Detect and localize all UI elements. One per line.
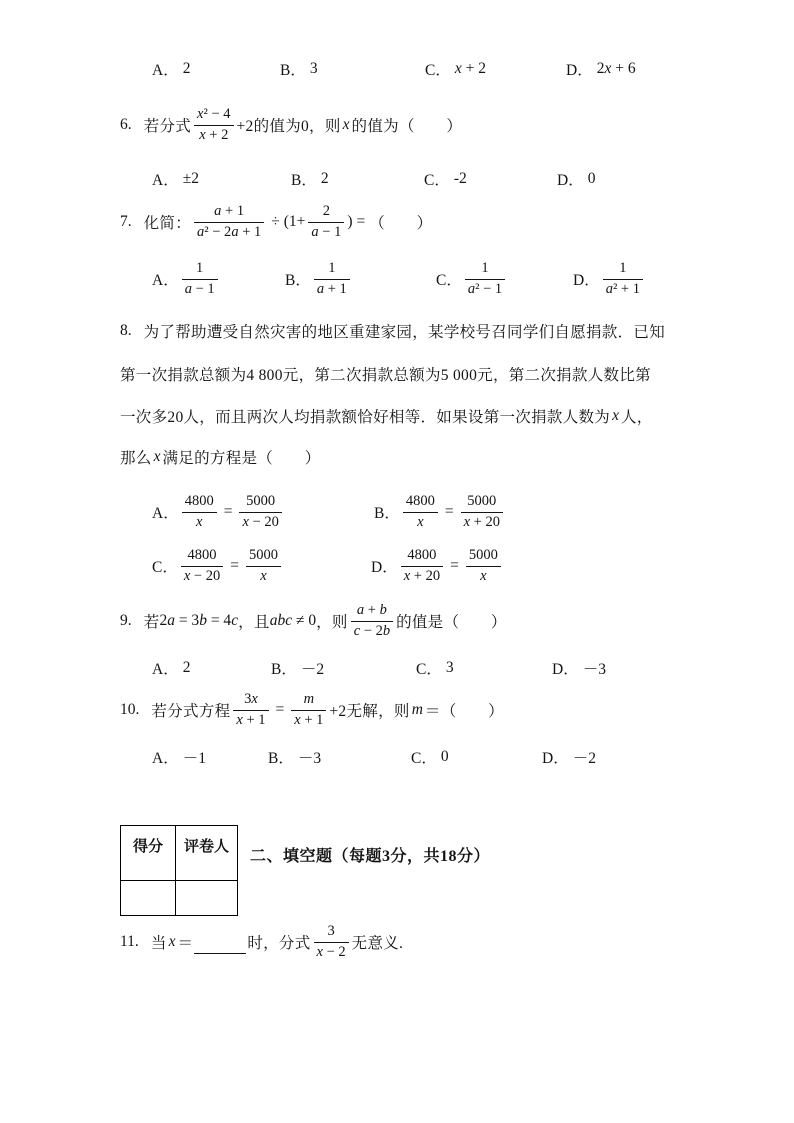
question-text: 满足的方程是（ ） [162,450,321,467]
option-label: C． [411,750,437,767]
fraction [182,260,218,298]
numerator: 3x [244,691,258,708]
option-label: D． [542,750,569,767]
fraction [233,691,268,729]
denominator: a² + 1 [603,279,643,298]
option-value: －2 [572,750,596,767]
question-text: 那么 [120,450,152,467]
math-variable: a [184,280,192,297]
math-variable: x [463,513,471,530]
denominator [246,566,281,585]
q5-option-a [152,44,190,94]
fraction [314,923,349,961]
q5-option-c [425,44,486,94]
question-text: +2的值为0，则 [236,118,341,135]
numerator: 5000 [467,493,497,510]
equals-sign: = [444,503,454,520]
option-label: C． [436,272,462,289]
q8-option-b [374,487,506,537]
denominator: x − 20 [181,566,223,585]
math-variable: x [454,60,462,77]
math-variable: x [236,711,243,728]
question-number: 8. [120,322,132,339]
divide-operator: ÷ [271,213,280,230]
variable: x [153,448,161,465]
math-variable: m [303,691,315,708]
fraction [603,260,643,298]
option-value: 3 [445,659,454,676]
question-text: 时，分式 [247,935,311,952]
question-11 [120,917,403,967]
question-text: 无意义. [351,935,404,952]
math-variable: x [316,943,323,960]
math-variable: a [214,203,222,220]
numerator: 5000 [248,547,278,564]
denominator: x + 1 [233,710,268,729]
equals-sign: = [230,557,239,574]
option-value: x + 2 [454,60,486,77]
option-value: 0 [587,170,596,187]
equals-sign: = [223,503,233,520]
question-text: 当 [150,935,167,952]
answer-blank [194,937,246,954]
math-variable: x [183,567,191,584]
math-variable: x [403,567,411,584]
q10-option-a [152,732,206,782]
option-label: A． [152,62,179,79]
math-variable: x [197,106,204,123]
math-variable: x [417,513,424,530]
question-text: ＝（ ） [424,703,504,720]
q7-option-a [152,254,221,304]
math-variable: x [604,60,612,77]
question-text: 若分式 [143,118,192,135]
option-value: 2 [182,60,191,77]
numerator: 1 [196,260,204,277]
math-variable: b [199,612,207,629]
option-value: 3 [309,60,318,77]
denominator [403,512,438,531]
option-label: D． [552,661,579,678]
question-number: 6. [120,116,132,133]
q9-option-d [552,643,606,693]
math-variable: a [231,223,239,240]
math-variable: a [311,223,319,240]
option-label: B． [268,750,294,767]
fraction [182,493,217,531]
equals-sign: = [356,213,366,230]
question-text: 人， [621,409,653,426]
math-variable: b [382,622,391,639]
math-variable: b [379,602,387,619]
option-label: D． [371,559,398,576]
q10-option-b [268,732,321,782]
numerator: 4800 [184,493,214,510]
fraction [401,547,443,585]
q7-option-b [285,254,353,304]
option-value: 2x + 6 [596,60,636,77]
question-text: 化简： [143,215,192,232]
math-variable: x [294,711,301,728]
denominator: a − 1 [182,279,218,298]
option-label: A． [152,505,179,522]
variable: x [342,116,350,133]
option-label: B． [271,661,297,678]
option-value: 2 [320,170,329,187]
option-label: A． [152,750,179,767]
option-value: ±2 [182,170,199,187]
numerator: 4800 [405,493,435,510]
math-variable: a [467,280,476,297]
question-text: 为了帮助遭受自然灾害的地区重建家园，某学校号召同学们自愿捐款．已知 [143,324,666,341]
q5-option-b [280,44,318,94]
variable: x [612,407,619,424]
question-text: 的值为（ ） [351,118,463,135]
question-number: 7. [120,213,132,230]
numerator: x² − 4 [197,106,231,123]
fraction [181,547,223,585]
numerator: 1 [619,260,627,277]
math-variable: c [353,622,361,639]
denominator: x + 1 [291,710,326,729]
q5-option-d [566,44,636,94]
fraction [465,260,505,298]
numerator [301,691,317,709]
q7-option-c [436,254,508,304]
numerator: 1 [328,260,336,277]
grader-cell [176,881,237,915]
numerator: a + b [356,602,387,619]
math-variable: x [260,567,267,584]
denominator: a − 1 [308,222,344,241]
math-variable: x [480,567,487,584]
fraction [308,203,344,241]
denominator: x − 2 [314,942,349,961]
math-variable: c [231,612,239,629]
fraction [314,260,350,298]
denominator: x + 20 [401,566,443,585]
math-variable: x [251,691,258,708]
math-variable: a [167,612,175,629]
equals-sign: = [275,701,285,718]
question-7 [120,197,432,247]
option-value: －3 [582,661,606,678]
answer-paren: （ ） [369,215,433,232]
option-label: B． [280,62,306,79]
denominator: a² − 2a + 1 [194,222,264,241]
option-value: －1 [182,750,206,767]
math-variable: x [199,126,206,143]
section-title: 二、填空题（每题3分，共18分） [250,848,491,865]
question-text: ，则 [316,614,348,631]
q10-option-d [542,732,596,782]
question-8-line-4 [120,432,321,482]
equals-sign: ＝ [177,935,194,952]
variable: x [168,933,176,950]
fraction [246,547,281,585]
option-value: 0 [440,748,449,765]
math-variable: a [605,280,613,297]
q8-option-d [371,541,504,591]
math-variable: x [195,513,203,530]
score-table [120,825,238,916]
grader-header: 评卷人 [176,826,237,881]
fraction [291,691,326,729]
question-text: +2无解，则 [329,703,410,720]
denominator: x − 20 [239,512,281,531]
numerator: 3 [327,923,335,940]
numerator: 4800 [407,547,437,564]
denominator: x + 20 [461,512,503,531]
fraction [194,106,233,144]
question-number: 9. [120,612,132,629]
option-label: C． [425,62,451,79]
math-variable: abc [269,612,293,629]
numerator: a + 1 [214,203,245,220]
question-number: 10. [120,701,140,718]
option-label: D． [566,62,593,79]
question-number: 11. [120,933,139,950]
option-label: D． [573,272,600,289]
question-6 [120,100,462,150]
q10-option-c [411,732,449,782]
question-text: 第一次捐款总额为4 800元，第二次捐款总额为5 000元，第二次捐款人数比第 [120,367,651,384]
numerator: 2 [322,203,331,220]
denominator: a² − 1 [465,279,505,298]
question-text: 若 [143,614,160,631]
option-label: C． [424,172,450,189]
option-value: -2 [453,170,467,187]
question-text: 若分式方程 [151,703,231,720]
option-label: B． [374,505,400,522]
denominator: x + 2 [194,125,233,144]
question-10 [120,685,504,735]
denominator: a + 1 [314,279,350,298]
q8-option-c [152,541,284,591]
fraction [461,493,503,531]
denominator [466,566,501,585]
numerator: 4800 [187,547,217,564]
option-value: －3 [297,750,322,767]
fraction [239,493,281,531]
math-expression: 2a = 3b = 4c [159,612,239,629]
variable: m [411,701,423,718]
question-9 [120,596,507,646]
equals-sign: = [450,557,459,574]
question-text: 一次多20人，而且两次人均捐款额恰好相等．如果设第一次捐款人数为 [120,409,611,426]
q8-option-a [152,487,285,537]
fraction [466,547,501,585]
question-text: ，且 [238,614,270,631]
option-label: D． [557,172,584,189]
option-label: C． [416,661,442,678]
math-variable: x [242,513,249,530]
math-variable: a [316,280,325,297]
q6-option-d [557,154,595,204]
option-value: 2 [182,659,191,676]
math-variable: a [356,602,365,619]
math-expression: abc ≠ 0 [269,612,317,629]
numerator: 5000 [468,547,498,564]
option-label: A． [152,661,179,678]
denominator: c − 2b [351,621,393,640]
option-label: B． [285,272,311,289]
question-text: 的值是（ ） [396,614,507,631]
q7-option-d [573,254,646,304]
denominator [182,512,217,531]
math-variable: a [197,223,205,240]
fraction [194,203,264,241]
numerator: 5000 [246,493,276,510]
option-label: A． [152,272,179,289]
fraction [351,602,393,640]
paren-open: (1+ [283,213,306,230]
paren-close: ) [347,213,353,230]
fraction [403,493,438,531]
option-label: B． [291,172,317,189]
option-label: A． [152,172,179,189]
score-header: 得分 [121,826,176,881]
option-label: C． [152,559,178,576]
numerator: 1 [481,260,489,277]
option-value: －2 [300,661,325,678]
score-cell [121,881,176,915]
